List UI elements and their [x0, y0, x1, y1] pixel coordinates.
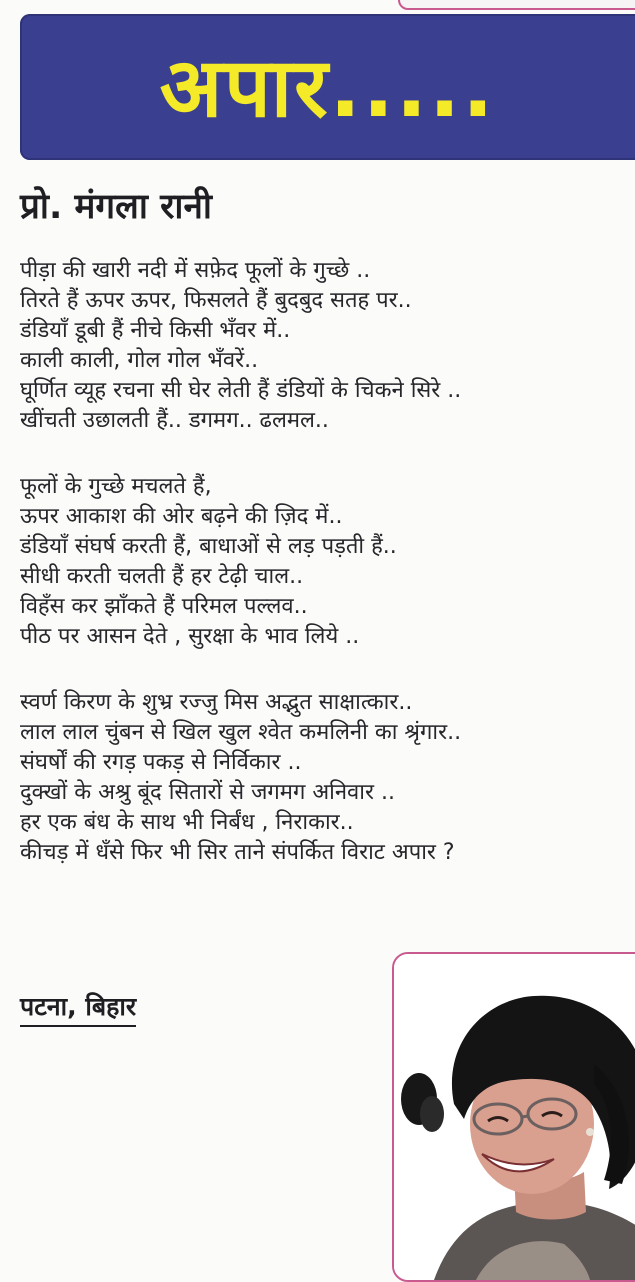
poem-line: दुक्खों के अश्रु बूंद सितारों से जगमग अनिवार .. — [20, 780, 395, 805]
title-banner — [20, 14, 635, 160]
poem-line: डंडियाँ संघर्ष करती हैं, बाधाओं से लड़ पड़ती हैं.. — [20, 534, 397, 559]
poem-line: संघर्षों की रगड़ पकड़ से निर्विकार .. — [20, 750, 302, 775]
top-frame-edge — [398, 0, 635, 10]
stanza-3 — [20, 688, 620, 868]
poem-line: हर एक बंध के साथ भी निर्बंध , निराकार.. — [20, 810, 354, 835]
poem-title: अपार..... — [159, 41, 496, 136]
poem-line: घूर्णित व्यूह रचना सी घेर लेती हैं डंडियों के चिकने सिरे .. — [20, 378, 462, 403]
stanza-2 — [20, 472, 620, 652]
location: पटना, बिहार — [20, 992, 136, 1027]
poem-line: ऊपर आकाश की ओर बढ़ने की ज़िद में.. — [20, 504, 343, 529]
poem-line: डंडियाँ डूबी हैं नीचे किसी भँवर में.. — [20, 318, 291, 343]
poem-line: कीचड़ में धँसे फिर भी सिर ताने संपर्कित विराट अपार ? — [20, 840, 455, 865]
poem-line: सीधी करती चलती हैं हर टेढ़ी चाल.. — [20, 564, 304, 589]
poem-line: खींचती उछालती हैं.. डगमग.. ढलमल.. — [20, 408, 329, 433]
poem-line: पीड़ा की खारी नदी में सफ़ेद फूलों के गुच्छे .. — [20, 258, 371, 283]
stanza-1 — [20, 256, 620, 436]
poem-body — [20, 256, 620, 868]
poem-line: काली काली, गोल गोल भँवरें.. — [20, 348, 259, 373]
poem-line: स्वर्ण किरण के शुभ्र रज्जु मिस अद्भुत साक्षात्कार.. — [20, 690, 413, 715]
author-name: प्रो. मंगला रानी — [20, 187, 212, 227]
poem-line: पीठ पर आसन देते , सुरक्षा के भाव लिये .. — [20, 624, 360, 649]
poem-line: लाल लाल चुंबन से खिल खुल श्वेत कमलिनी का श्रृंगार.. — [20, 720, 462, 745]
author-photo — [392, 952, 635, 1282]
author-photo-illustration — [394, 954, 635, 1280]
poem-line: विहँस कर झाँकते हैं परिमल पल्लव.. — [20, 594, 308, 619]
poem-line: फूलों के गुच्छे मचलते हैं, — [20, 474, 212, 499]
poem-line: तिरते हैं ऊपर ऊपर, फिसलते हैं बुदबुद सतह पर.. — [20, 288, 412, 313]
